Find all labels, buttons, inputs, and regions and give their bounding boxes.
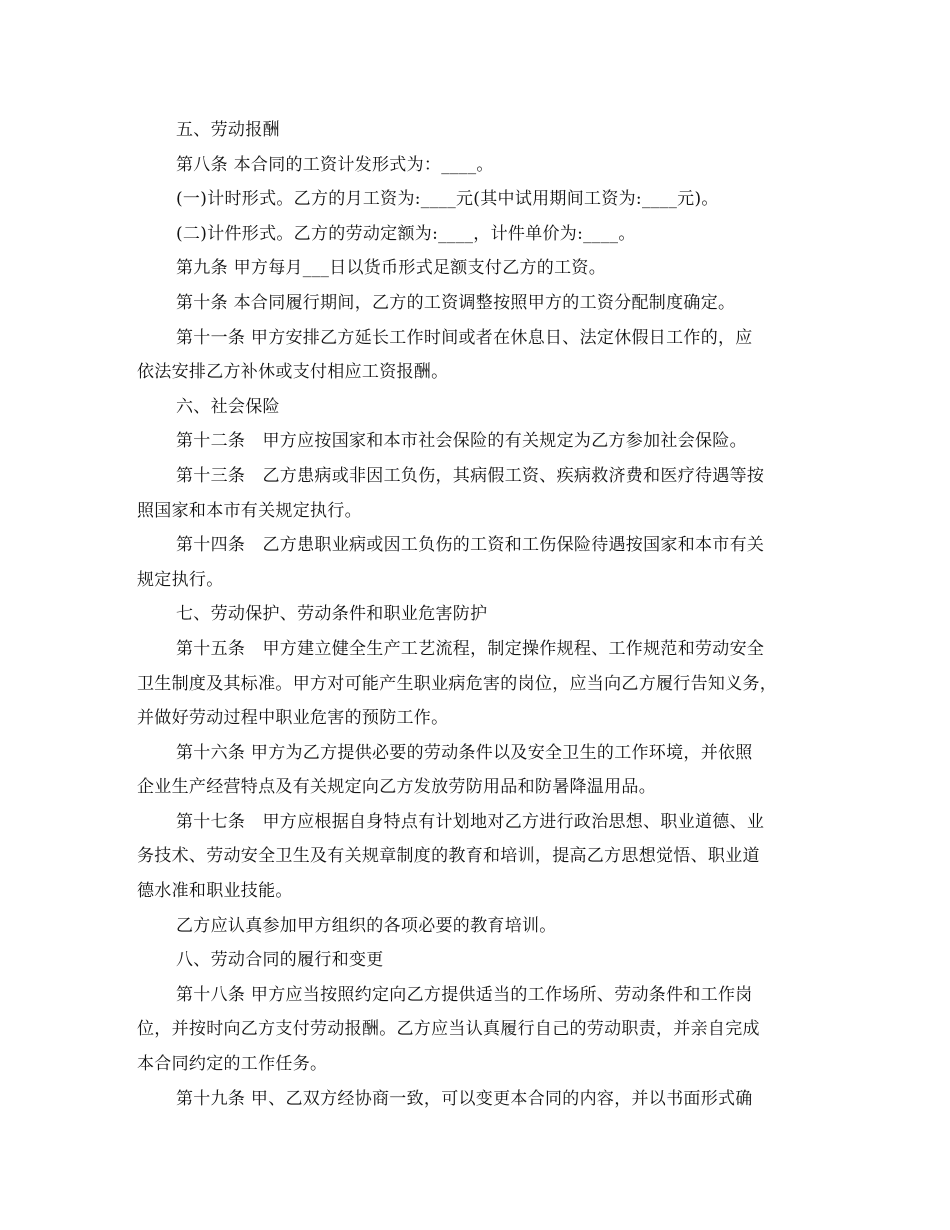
article-17-line-3: 德水准和职业技能。 bbox=[137, 881, 293, 902]
article-17-line-2: 务技术、劳动安全卫生及有关规章制度的教育和培训，提高乙方思想觉悟、职业道 bbox=[137, 846, 760, 867]
article-9-line-1: 第九条 甲方每月___日以货币形式足额支付乙方的工资。 bbox=[176, 258, 607, 279]
article-18-line-2: 位，并按时向乙方支付劳动报酬。乙方应当认真履行自己的劳动职责，并亲自完成 bbox=[137, 1019, 760, 1040]
article-15-line-3: 并做好劳动过程中职业危害的预防工作。 bbox=[137, 708, 449, 729]
article-10-line-1: 第十条 本合同履行期间，乙方的工资调整按照甲方的工资分配制度确定。 bbox=[176, 292, 736, 313]
article-11-line-1: 第十一条 甲方安排乙方延长工作时间或者在休息日、法定休假日工作的，应 bbox=[176, 327, 753, 348]
article-12-line-1: 第十二条 甲方应按国家和本市社会保险的有关规定为乙方参加社会保险。 bbox=[176, 431, 747, 452]
section-heading-labor-protection: 七、劳动保护、劳动条件和职业危害防护 bbox=[176, 604, 488, 625]
article-18-line-3: 本合同约定的工作任务。 bbox=[137, 1054, 328, 1075]
article-8-item-2: (二)计件形式。乙方的劳动定额为:____，计件单价为:____。 bbox=[176, 223, 636, 244]
article-16-line-1: 第十六条 甲方为乙方提供必要的劳动条件以及安全卫生的工作环境，并依照 bbox=[176, 742, 753, 763]
article-13-line-1: 第十三条 乙方患病或非因工负伤，其病假工资、疾病救济费和医疗待遇等按 bbox=[176, 465, 765, 486]
article-19-line-1: 第十九条 甲、乙双方经协商一致，可以变更本合同的内容，并以书面形式确 bbox=[176, 1088, 753, 1109]
article-14-line-1: 第十四条 乙方患职业病或因工负伤的工资和工伤保险待遇按国家和本市有关 bbox=[176, 535, 765, 556]
article-8-line-1: 第八条 本合同的工资计发形式为：____。 bbox=[176, 154, 494, 175]
document-body bbox=[137, 113, 813, 1116]
article-13-line-2: 照国家和本市有关规定执行。 bbox=[137, 500, 362, 521]
article-8-item-1: (一)计时形式。乙方的月工资为:____元(其中试用期间工资为:____元)。 bbox=[176, 189, 719, 210]
article-18-line-1: 第十八条 甲方应当按照约定向乙方提供适当的工作场所、劳动条件和工作岗 bbox=[176, 984, 753, 1005]
article-14-line-2: 规定执行。 bbox=[137, 569, 224, 590]
section-heading-remuneration: 五、劳动报酬 bbox=[176, 120, 280, 140]
article-17-line-1: 第十七条 甲方应根据自身特点有计划地对乙方进行政治思想、职业道德、业 bbox=[176, 811, 765, 832]
section-heading-performance-change: 八、劳动合同的履行和变更 bbox=[176, 950, 384, 971]
article-16-line-2: 企业生产经营特点及有关规定向乙方发放劳防用品和防暑降温用品。 bbox=[137, 777, 656, 798]
training-paragraph: 乙方应认真参加甲方组织的各项必要的教育培训。 bbox=[176, 915, 557, 936]
section-heading-social-insurance: 六、社会保险 bbox=[176, 396, 280, 417]
article-15-line-2: 卫生制度及其标准。甲方对可能产生职业病危害的岗位，应当向乙方履行告知义务， bbox=[137, 673, 778, 694]
article-11-line-2: 依法安排乙方补休或支付相应工资报酬。 bbox=[137, 362, 449, 383]
article-15-line-1: 第十五条 甲方建立健全生产工艺流程，制定操作规程、工作规范和劳动安全 bbox=[176, 638, 765, 659]
